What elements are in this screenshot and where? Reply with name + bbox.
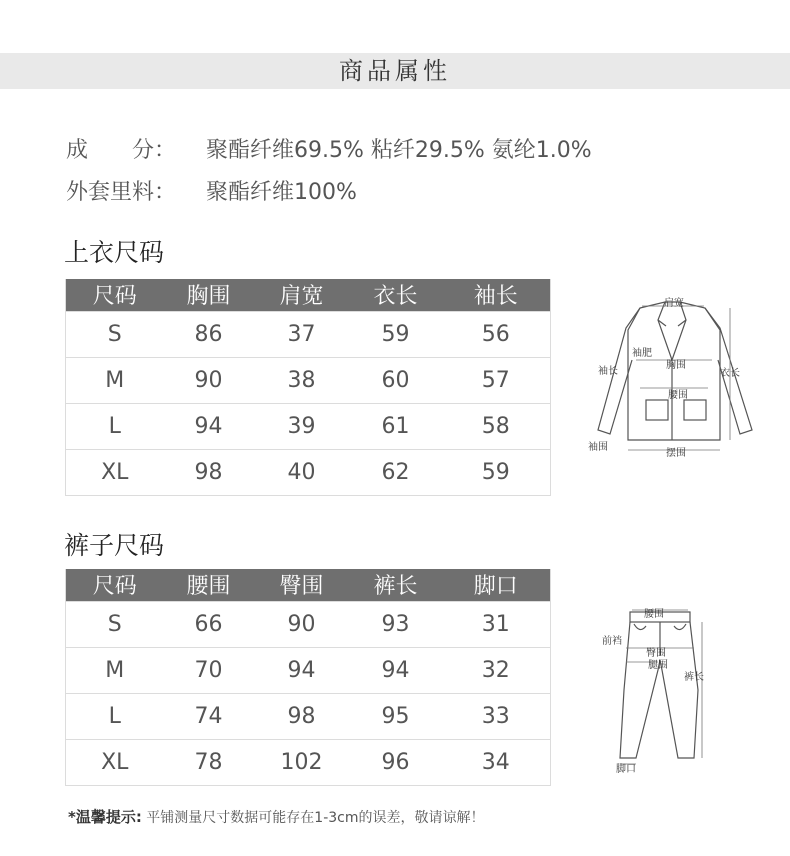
diagram-label-shoulder: 肩宽 [664,298,684,309]
diagram-label-waist: 腰围 [644,609,664,620]
note-text: 平铺测量尺寸数据可能存在1-3cm的误差，敬请谅解！ [146,810,485,826]
table-cell: 94 [350,647,442,693]
attribute-label: 外套里料： [66,180,177,205]
diagram-label-hem: 摆围 [666,448,686,459]
table-cell: 94 [254,647,350,693]
table-cell: XL [66,739,164,785]
pants-measure-diagram [590,600,720,780]
pants-size-table [65,569,551,786]
column-header: 肩宽 [254,279,350,311]
diagram-label-sleeve-length: 袖长 [598,366,618,377]
table-cell: 39 [254,403,350,449]
table-cell: 31 [442,601,551,647]
diagram-label-length: 裤长 [684,672,704,683]
pants-size-title: 裤子尺码 [64,531,165,560]
table-row [66,693,551,739]
table-cell: 60 [350,357,442,403]
attribute-value: 聚酯纤维69.5% 粘纤29.5% 氨纶1.0% [206,138,592,163]
table-cell: 98 [254,693,350,739]
table-cell: L [66,403,164,449]
table-row [66,647,551,693]
table-cell: 102 [254,739,350,785]
table-header-row [66,569,551,601]
column-header: 脚口 [442,569,551,601]
column-header: 衣长 [350,279,442,311]
column-header: 尺码 [66,569,164,601]
table-cell: 32 [442,647,551,693]
table-cell: 74 [164,693,254,739]
jacket-size-title: 上衣尺码 [64,238,165,267]
measurement-note [68,806,485,827]
jacket-measure-diagram [580,290,760,465]
table-row [66,449,551,495]
column-header: 尺码 [66,279,164,311]
table-cell: 96 [350,739,442,785]
table-cell: M [66,647,164,693]
table-row [66,739,551,785]
table-cell: 57 [442,357,551,403]
measure-lines [628,306,730,450]
table-cell: M [66,357,164,403]
table-cell: 98 [164,449,254,495]
table-row [66,357,551,403]
table-cell: 59 [350,311,442,357]
table-cell: 66 [164,601,254,647]
table-row [66,403,551,449]
pants-sketch [620,612,698,758]
column-header: 腰围 [164,569,254,601]
diagram-label-waist: 腰围 [668,390,688,401]
table-cell: S [66,601,164,647]
table-cell: 34 [442,739,551,785]
table-cell: 93 [350,601,442,647]
attribute-value: 聚酯纤维100% [206,180,357,205]
diagram-label-cuff: 袖围 [588,442,608,453]
column-header: 臀围 [254,569,350,601]
attribute-label: 成 分： [66,138,177,163]
table-cell: 58 [442,403,551,449]
column-header: 裤长 [350,569,442,601]
table-cell: 70 [164,647,254,693]
table-cell: S [66,311,164,357]
diagram-label-sleeve-width: 袖肥 [632,348,652,359]
table-cell: L [66,693,164,739]
table-cell: 33 [442,693,551,739]
attribute-lining [66,175,357,206]
table-cell: 37 [254,311,350,357]
diagram-label-chest: 胸围 [666,360,686,371]
table-cell: 38 [254,357,350,403]
page-title: 商品属性 [339,57,451,85]
table-cell: 90 [164,357,254,403]
column-header: 胸围 [164,279,254,311]
diagram-label-front-rise: 前裆 [602,636,622,647]
note-label: *温馨提示: [68,808,142,826]
table-cell: 78 [164,739,254,785]
table-header-row [66,279,551,311]
table-cell: 90 [254,601,350,647]
table-cell: 95 [350,693,442,739]
table-cell: 59 [442,449,551,495]
table-cell: 62 [350,449,442,495]
attribute-composition [66,133,592,164]
table-row [66,311,551,357]
diagram-label-hem: 脚口 [616,764,636,775]
table-cell: 56 [442,311,551,357]
table-cell: 61 [350,403,442,449]
diagram-label-hip: 臀围 [646,648,666,659]
table-cell: XL [66,449,164,495]
measure-lines [620,610,702,764]
table-cell: 86 [164,311,254,357]
table-cell: 94 [164,403,254,449]
column-header: 袖长 [442,279,551,311]
table-row [66,601,551,647]
diagram-label-thigh: 腿围 [648,660,668,671]
diagram-label-body-length: 衣长 [720,368,740,379]
table-cell: 40 [254,449,350,495]
jacket-size-table [65,279,551,496]
